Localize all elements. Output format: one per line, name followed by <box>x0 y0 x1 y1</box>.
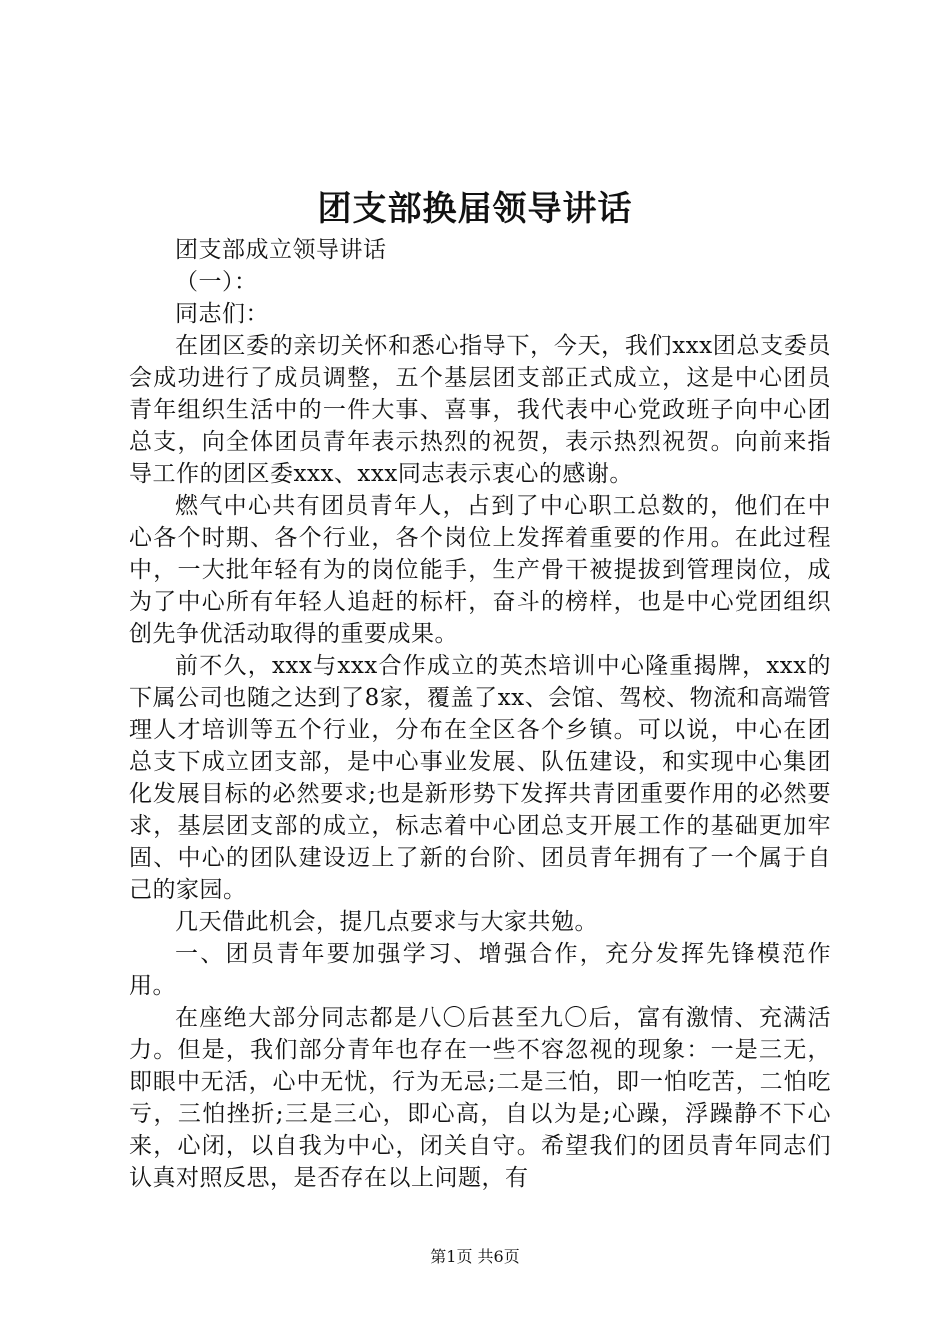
paragraph-subtitle: 团支部成立领导讲话 <box>175 237 387 263</box>
paragraph-body: 几天借此机会，提几点要求与大家共勉。 <box>175 909 598 935</box>
paragraph-body: 燃气中心共有团员青年人，占到了中心职工总数的，他们在中心各个时期、各个行业，各个岗位上发挥着重要的作用。在此过程中，一大批年轻有为的岗位能手，生产骨干被提拔到管理岗位，成为了中心所有年轻人追赶的标杆，奋斗的榜样，也是中心党团组织创先争优活动取得的重要成果。 <box>129 493 831 647</box>
paragraph-body: 在团区委的亲切关怀和悉心指导下，今天，我们xxx团总支委员会成功进行了成员调整，五个基层团支部正式成立，这是中心团员青年组织生活中的一件大事、喜事，我代表中心党政班子向中心团总支，向全体团员青年表示热烈的祝贺，表示热烈祝贺。向前来指导工作的团区委xxx、xxx同志表示衷心的感谢。 <box>129 333 831 487</box>
paragraph-salutation: 同志们： <box>175 301 269 327</box>
paragraph-body: 前不久，xxx与xxx合作成立的英杰培训中心隆重揭牌，xxx的下属公司也随之达到了8家，覆盖了xx、会馆、驾校、物流和高端管理人才培训等五个行业，分布在全区各个乡镇。可以说，中心在团总支下成立团支部，是中心事业发展、队伍建设，和实现中心集团化发展目标的必然要求;也是新形势下发挥共青团重要作用的必然要求，基层团支部的成立，标志着中心团总支开展工作的基础更加牢固、中心的团队建设迈上了新的台阶、团员青年拥有了一个属于自己的家园。 <box>129 653 831 903</box>
paragraph-body: 在座绝大部分同志都是八〇后甚至九〇后，富有激情、充满活力。但是，我们部分青年也存在一些不容忽视的现象：一是三无，即眼中无活，心中无忧，行为无忌;二是三怕，即一怕吃苦，二怕吃亏，三怕挫折;三是三心，即心高，自以为是;心躁，浮躁静不下心来，心闭，以自我为中心，闭关自守。希望我们的团员青年同志们认真对照反思，是否存在以上问题，有 <box>129 1005 831 1191</box>
page-title: 团支部换届领导讲话 <box>317 189 633 229</box>
document-body <box>129 234 831 1194</box>
page-footer: 第1页 共6页 <box>430 1247 520 1266</box>
paragraph-heading: 一、团员青年要加强学习、增强合作，充分发挥先锋模范作用。 <box>129 941 831 999</box>
paragraph-section-number: （一）： <box>175 269 258 295</box>
